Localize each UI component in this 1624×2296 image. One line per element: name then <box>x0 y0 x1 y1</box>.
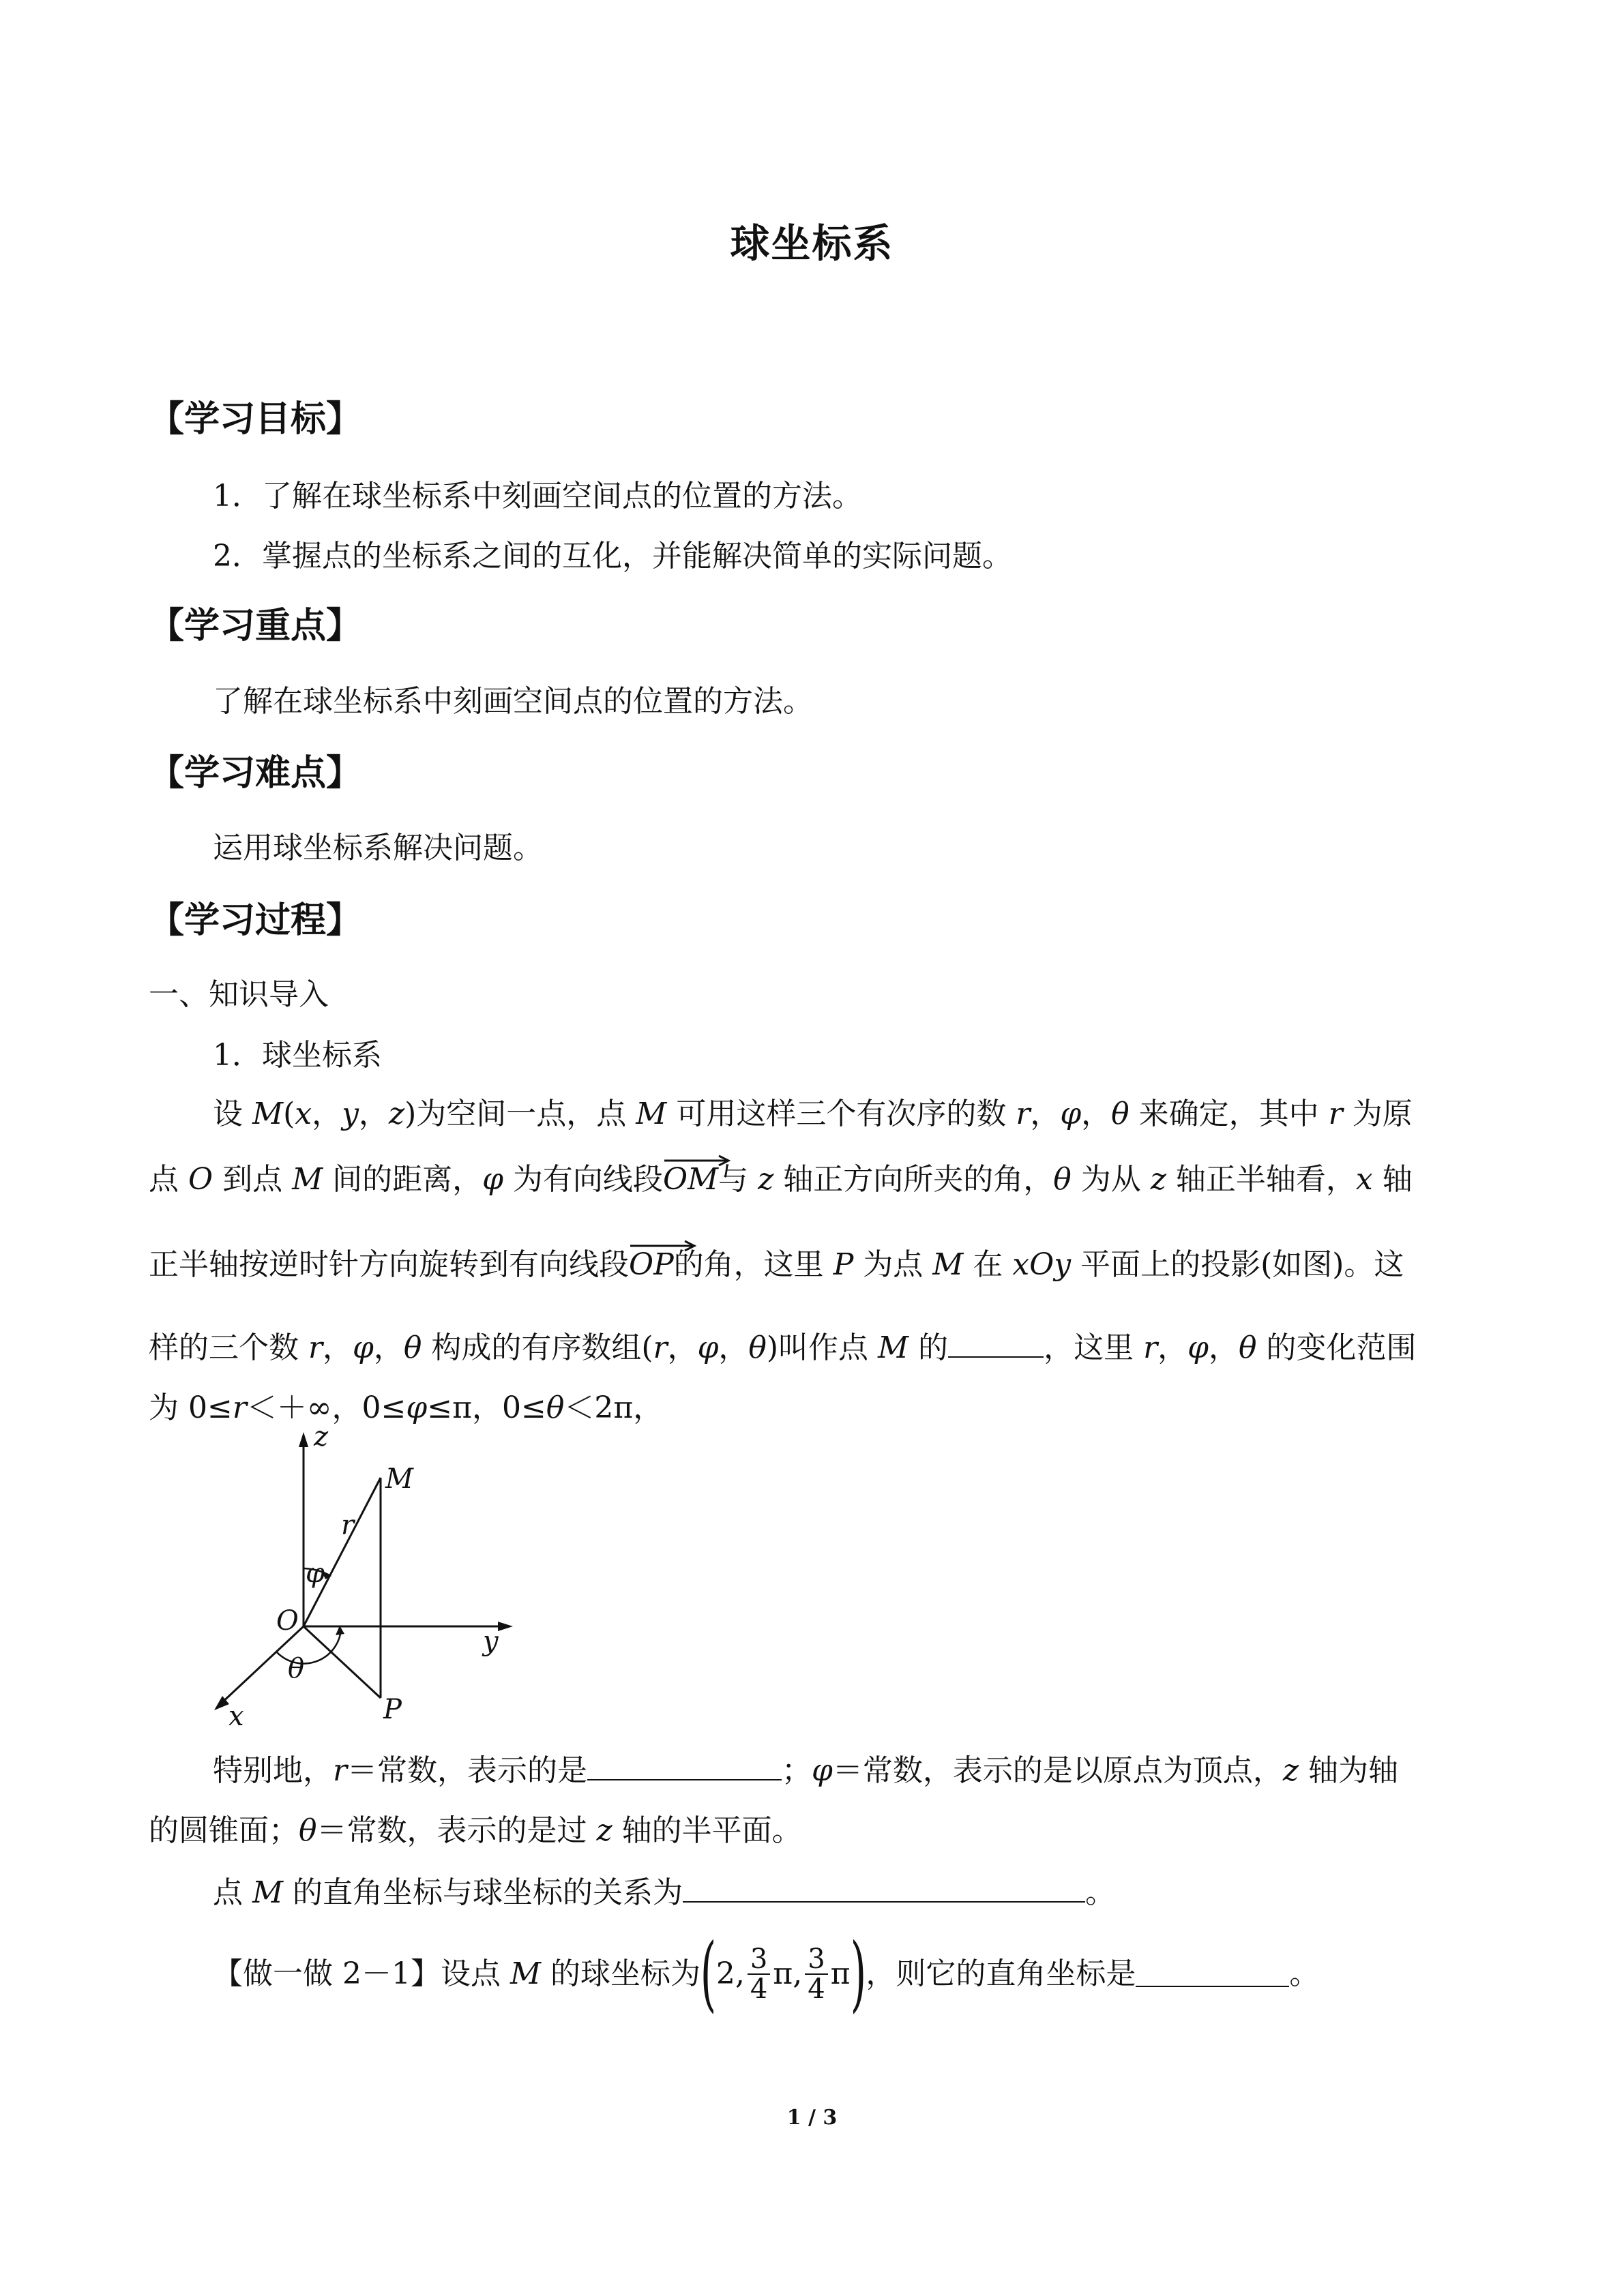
para2-line2: 的圆锥面；θ＝常数，表示的是过 z 轴的半平面。 <box>149 1813 802 1848</box>
para1-line3: 正半轴按逆时针方向旋转到有向线段 OP的角，这里 P 为点 M 在 xOy 平面上的投影(如图)。这 <box>149 1250 1404 1280</box>
goal-item-2: 2．掌握点的坐标系之间的互化，并能解决简单的实际问题。 <box>213 539 1012 573</box>
z-axis-arrowhead <box>299 1432 308 1447</box>
vector-om: OM <box>663 1165 718 1195</box>
goal-item-1: 1．了解在球坐标系中刻画空间点的位置的方法。 <box>213 479 862 513</box>
label-r: r <box>341 1510 355 1541</box>
heading-goals: 【学习目标】 <box>149 399 362 440</box>
heading-process: 【学习过程】 <box>149 900 362 941</box>
sub1-title: 1．球坐标系 <box>213 1038 382 1073</box>
spherical-coordinate-figure <box>205 1425 532 1732</box>
fraction-3-4-a: $\frac{3}{4}$ <box>748 1945 770 2003</box>
vector-op: OP <box>629 1250 674 1280</box>
label-y: y <box>483 1626 499 1657</box>
key-points-text: 了解在球坐标系中刻画空间点的位置的方法。 <box>213 684 813 719</box>
label-phi: φ <box>306 1557 325 1589</box>
label-z: z <box>314 1425 329 1452</box>
page-number: 1 / 3 <box>786 2106 838 2130</box>
difficulties-text: 运用球坐标系解决问题。 <box>213 831 543 865</box>
para3-line: 点 M 的直角坐标与球坐标的关系为 。 <box>213 1875 1116 1910</box>
label-p: P <box>383 1694 402 1725</box>
left-paren: ( <box>700 1926 717 2021</box>
label-theta: θ <box>288 1653 305 1684</box>
vector-arrow-icon <box>629 1239 697 1251</box>
answer-blank-4[interactable] <box>1136 1961 1289 1987</box>
exercise-line: 【做一做 2－1】设点 M 的球坐标为(2, $\frac{3}{4}$ π, $\frac{3}{4}$ π)，则它的直角坐标是 。 <box>213 1926 1320 2021</box>
label-o: O <box>276 1605 299 1637</box>
page-title: 球坐标系 <box>730 220 894 267</box>
heading-difficulties: 【学习难点】 <box>149 753 362 794</box>
y-axis-arrowhead <box>498 1622 513 1631</box>
answer-blank-1[interactable] <box>948 1332 1044 1358</box>
fraction-3-4-b: $\frac{3}{4}$ <box>805 1945 827 2003</box>
right-paren: ) <box>850 1926 866 2021</box>
para1-line2: 点 O 到点 M 间的距离，φ 为有向线段 OM与 z 轴正方向所夹的角，θ 为从 z 轴正半轴看，x 轴 <box>149 1165 1413 1195</box>
para1-line4: 样的三个数 r，φ，θ 构成的有序数组(r，φ，θ)叫作点 M 的 ，这里 r，φ，θ 的变化范围 <box>149 1330 1417 1365</box>
part1-title: 一、知识导入 <box>149 977 329 1012</box>
para1-line5: 为 0≤r＜＋∞，0≤φ≤π，0≤θ＜2π， <box>149 1390 664 1425</box>
answer-blank-3[interactable] <box>683 1877 1085 1903</box>
vector-arrow-icon <box>663 1154 731 1166</box>
para1-line1: 设 M(x，y，z)为空间一点，点 M 可用这样三个有次序的数 r，φ，θ 来确定，其中 r 为原 <box>213 1097 1413 1131</box>
segment-om <box>304 1478 381 1626</box>
heading-key-points: 【学习重点】 <box>149 606 362 646</box>
answer-blank-2[interactable] <box>587 1755 782 1780</box>
label-x: x <box>228 1701 244 1732</box>
para2-line1: 特别地，r＝常数，表示的是 ；φ＝常数，表示的是以原点为顶点，z 轴为轴 <box>213 1753 1399 1788</box>
label-m: M <box>385 1463 413 1495</box>
